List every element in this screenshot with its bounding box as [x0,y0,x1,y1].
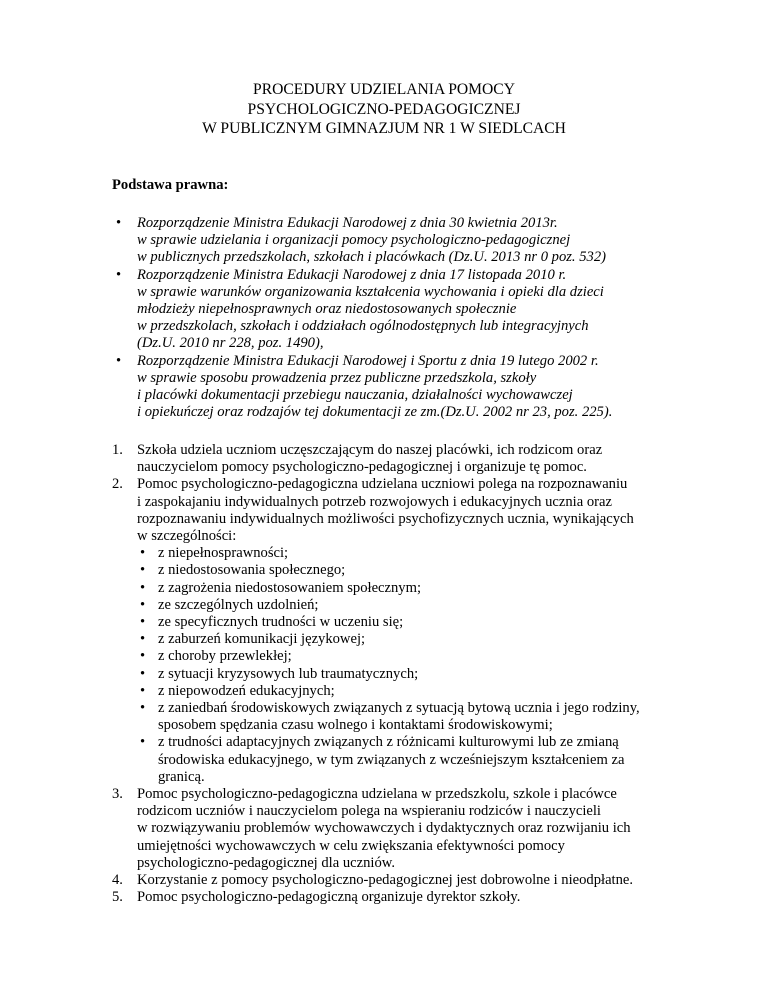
legal-basis-list [112,215,752,421]
needs-sub-line: ze szczególnych uzdolnień; [158,596,319,613]
needs-sub-line: z zaburzeń komunikacji językowej; [158,631,366,648]
procedure-item [112,476,752,786]
needs-sub-item [137,562,752,579]
legal-basis-line: w sprawie warunków organizowania kształcenia wychowania i opieki dla dzieci [137,283,604,300]
procedure-number: 5. [112,889,123,906]
needs-sub-line: z zagrożenia niedostosowaniem społecznym; [158,579,422,596]
legal-basis-line: młodzieży niepełnosprawnych oraz niedostosowanych społecznie [137,301,517,318]
procedure-item [112,889,752,906]
needs-sub-item [137,683,752,700]
procedure-line: Pomoc psychologiczno-pedagogiczna udzielana w przedszkolu, szkole i placówce [137,786,617,803]
bullet-icon: • [140,614,146,631]
needs-sub-item [137,648,752,665]
procedure-number: 1. [112,442,123,458]
legal-basis-line: w publicznych przedszkolach, szkołach i placówkach (Dz.U. 2013 nr 0 poz. 532) [137,249,606,266]
needs-sub-item [137,580,752,597]
bullet-icon: • [140,631,146,648]
needs-sub-item [137,700,752,734]
legal-basis-item [112,353,752,422]
procedure-line: i zaspokajaniu indywidualnych potrzeb rozwojowych i edukacyjnych ucznia oraz [137,493,612,510]
title-line-2: PSYCHOLOGICZNO-PEDAGOGICZNEJ [247,100,521,118]
procedure-number: 3. [112,786,123,803]
needs-sub-item [137,666,752,683]
bullet-icon: • [140,665,146,682]
document-title [0,80,768,139]
procedure-line: Korzystanie z pomocy psychologiczno-pedagogicznej jest dobrowolne i nieodpłatne. [137,872,634,889]
needs-sub-line: z choroby przewlekłej; [158,648,292,665]
bullet-icon: • [140,545,146,562]
legal-basis-line: w sprawie udzielania i organizacji pomocy psychologiczno-pedagogicznej [137,232,571,249]
needs-sub-item [137,734,752,786]
needs-sub-line: z niepowodzeń edukacyjnych; [158,682,335,699]
procedure-line: Szkoła udziela uczniom uczęszczającym do naszej placówki, ich rodzicom oraz [137,442,603,458]
needs-sub-item [137,597,752,614]
bullet-icon: • [140,700,146,717]
needs-sub-line: z niepełnosprawności; [158,545,289,562]
title-line-3: W PUBLICZNYM GIMNAZJUM NR 1 W SIEDLCACH [202,120,566,137]
procedure-item [112,442,752,476]
needs-sub-line: ze specyficznych trudności w uczeniu się; [158,614,404,631]
procedure-line: psychologiczno-pedagogicznej dla uczniów. [137,854,395,871]
bullet-icon: • [140,579,146,596]
legal-basis-line: Rozporządzenie Ministra Edukacji Narodowej z dnia 30 kwietnia 2013r. [137,215,558,231]
procedures-list [112,442,752,906]
bullet-icon: • [116,215,122,231]
needs-sub-line: sposobem spędzania czasu wolnego i kontaktami środowiskowymi; [158,717,553,734]
legal-basis-item [112,215,752,267]
bullet-icon: • [140,596,146,613]
procedure-item [112,872,752,889]
legal-basis-line: Rozporządzenie Ministra Edukacji Narodowej i Sportu z dnia 19 lutego 2002 r. [137,352,599,369]
legal-basis-line: i placówki dokumentacji przebiegu nauczania, działalności wychowawczej [137,387,573,404]
procedure-number: 4. [112,872,123,889]
legal-basis-heading: Podstawa prawna: [112,177,229,193]
procedure-line: Pomoc psychologiczno-pedagogiczną organizuje dyrektor szkoły. [137,889,521,906]
bullet-icon: • [116,266,122,283]
legal-basis-line: (Dz.U. 2010 nr 228, poz. 1490), [137,335,324,352]
needs-sub-line: z trudności adaptacyjnych związanych z różnicami kulturowymi lub ze zmianą [158,734,619,751]
procedure-line: w szczególności: [137,528,237,545]
procedure-line: w rozwiązywaniu problemów wychowawczych i dydaktycznych oraz rozwijaniu ich [137,820,631,837]
procedure-line: Pomoc psychologiczno-pedagogiczna udzielana uczniowi polega na rozpoznawaniu [137,476,628,493]
legal-basis-line: w przedszkolach, szkołach i oddziałach ogólnodostępnych lub integracyjnych [137,318,589,335]
bullet-icon: • [140,734,146,751]
procedure-line: rodzicom uczniów i nauczycielom polega na wspieraniu rodziców i nauczycieli [137,803,601,820]
bullet-icon: • [140,648,146,665]
legal-basis-line: Rozporządzenie Ministra Edukacji Narodowej z dnia 17 listopada 2010 r. [137,266,567,283]
legal-basis-item [112,267,752,353]
procedure-number: 2. [112,476,123,493]
procedure-item [112,786,752,872]
procedure-line: nauczycielom pomocy psychologiczno-pedagogicznej i organizuje tę pomoc. [137,459,587,476]
needs-sub-list [137,545,752,786]
needs-sub-line: z sytuacji kryzysowych lub traumatycznych; [158,665,419,682]
legal-basis-line: w sprawie sposobu prowadzenia przez publiczne przedszkola, szkoły [137,369,537,386]
needs-sub-line: granicą. [158,768,205,785]
needs-sub-item [137,614,752,631]
procedure-line: rozpoznawaniu indywidualnych możliwości psychofizycznych ucznia, wynikających [137,510,634,527]
needs-sub-line: z niedostosowania społecznego; [158,562,346,579]
needs-sub-line: środowiska edukacyjnego, w tym związanych z wcześniejszym kształceniem za [158,751,625,768]
bullet-icon: • [140,562,146,579]
title-line-1: PROCEDURY UDZIELANIA POMOCY [253,81,515,98]
needs-sub-line: z zaniedbań środowiskowych związanych z sytuacją bytową ucznia i jego rodziny, [158,700,640,717]
bullet-icon: • [116,352,122,369]
needs-sub-item [137,545,752,562]
legal-basis-line: i opiekuńczej oraz rodzajów tej dokumentacji ze zm.(Dz.U. 2002 nr 23, poz. 225). [137,404,613,421]
bullet-icon: • [140,682,146,699]
needs-sub-item [137,631,752,648]
procedure-line: umiejętności wychowawczych w celu zwiększania efektywności pomocy [137,837,565,854]
